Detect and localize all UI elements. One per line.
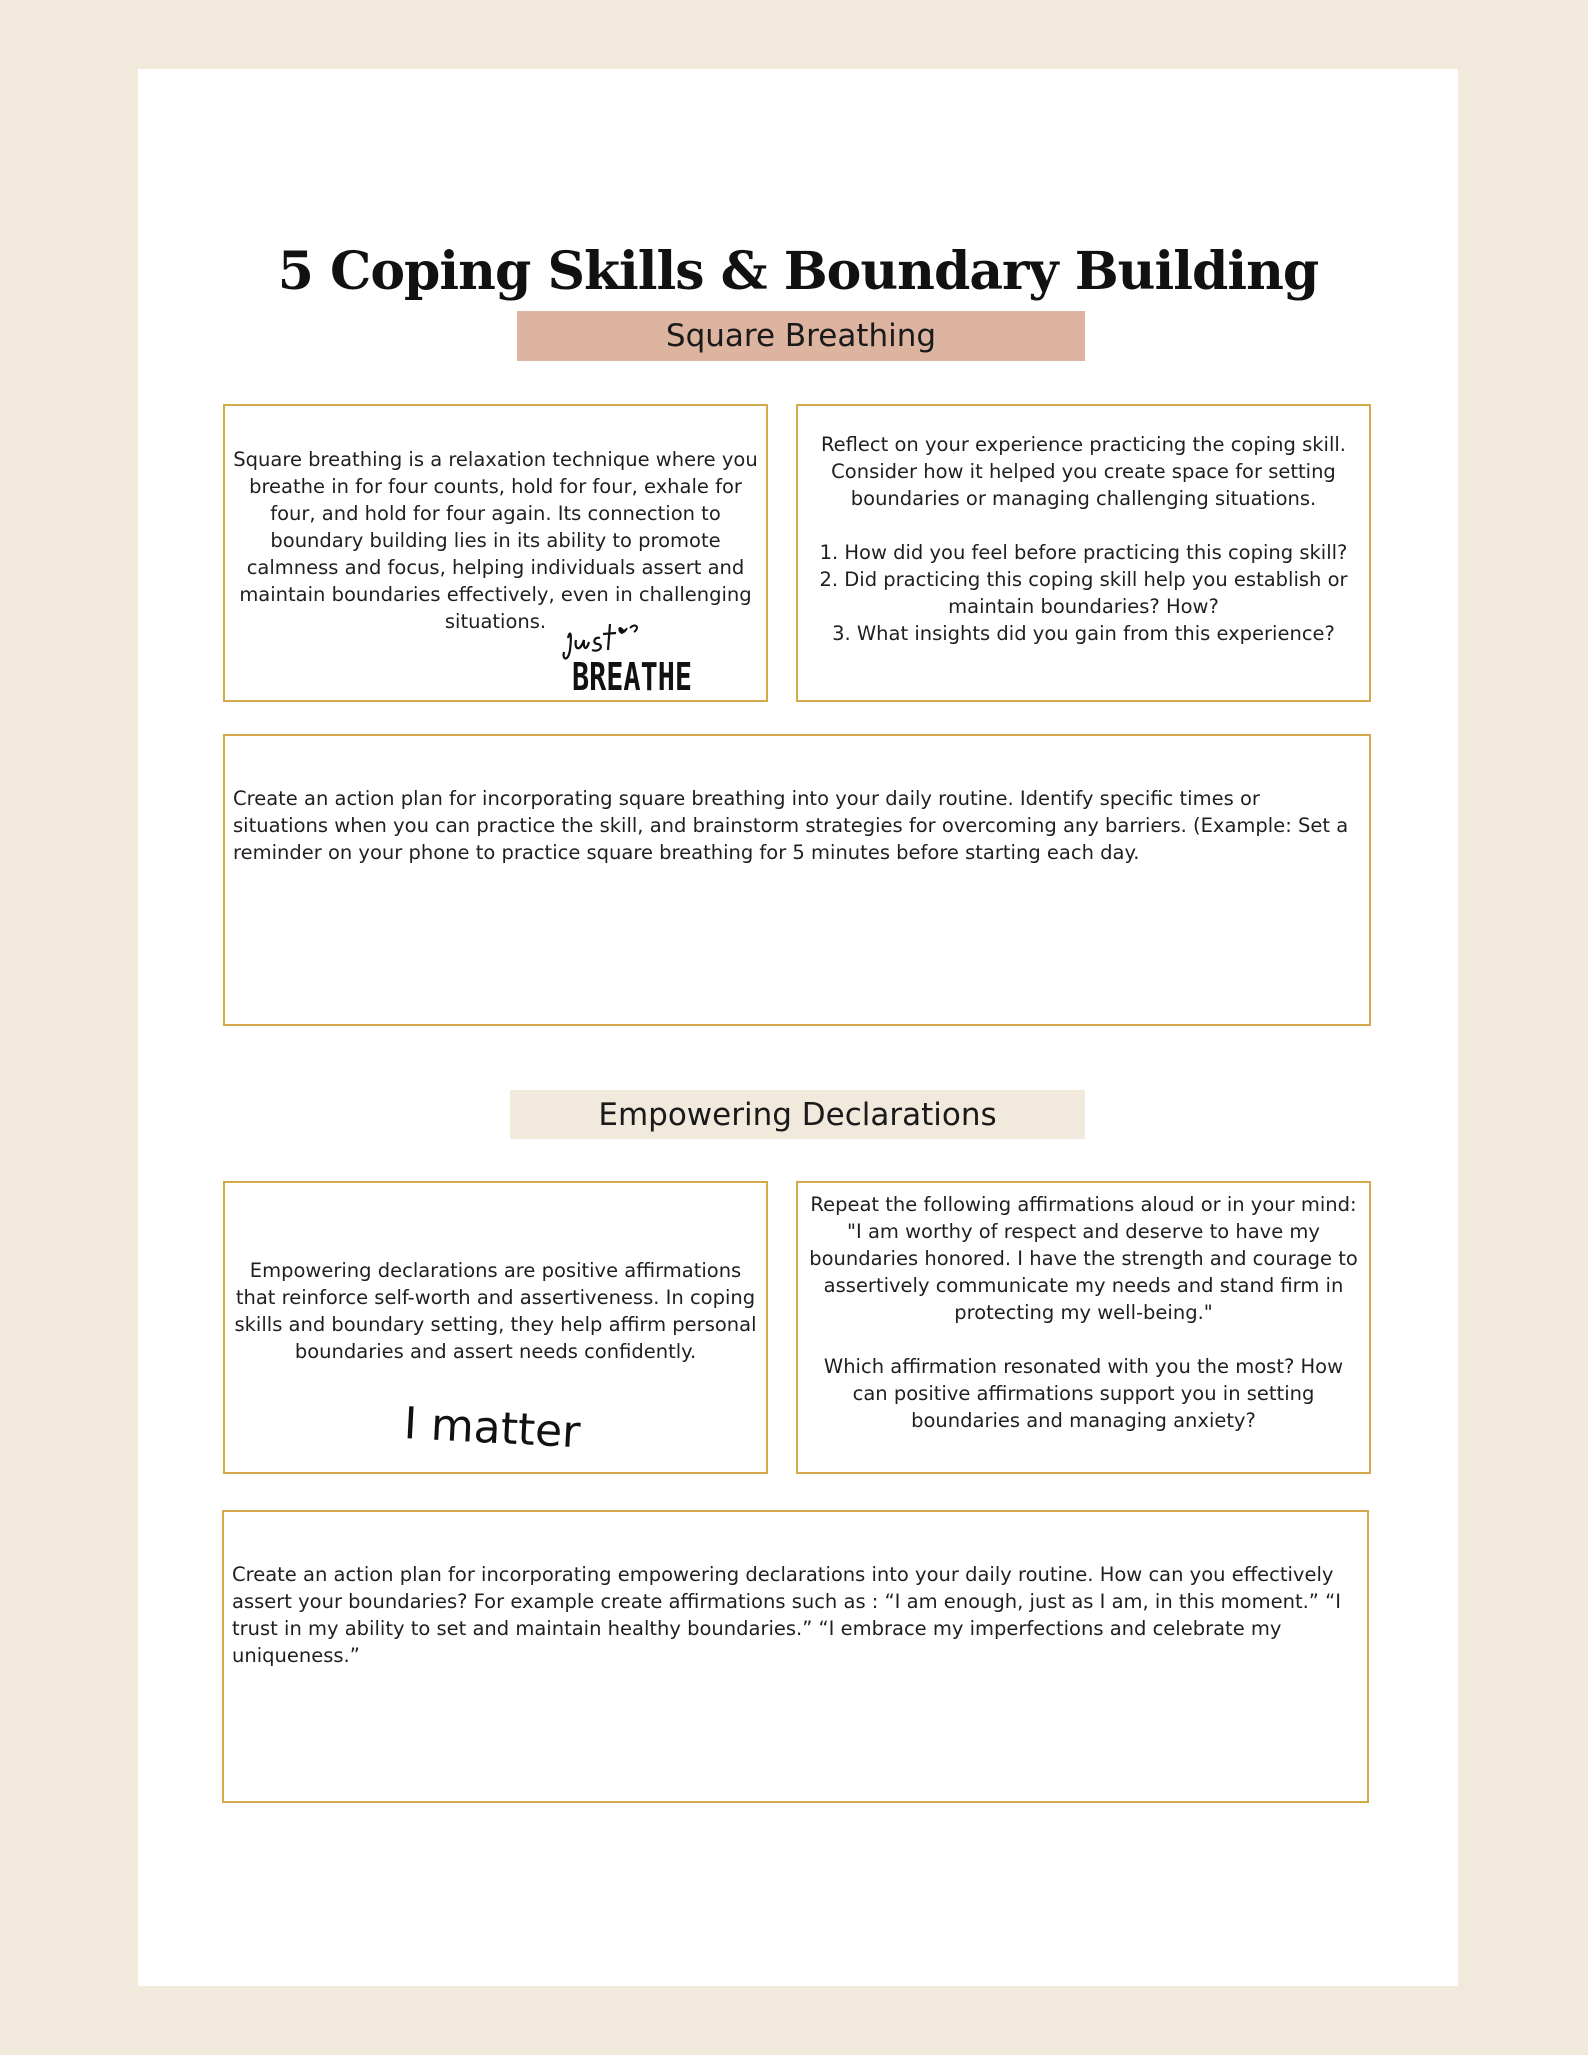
empowering-declarations-description: Empowering declarations are positive affirmations that reinforce self-worth and assertiveness. In coping skills and boundary setting, they help affirm personal boundaries and assert needs confidently. (234, 1259, 757, 1363)
reflection-question: 1. How did you feel before practicing this coping skill? (819, 541, 1348, 564)
square-breathing-reflection-box (796, 404, 1371, 702)
reflection-questions (806, 539, 1361, 647)
empowering-declarations-description-box (223, 1181, 768, 1474)
svg-text:BREATHE: BREATHE (572, 655, 692, 699)
affirmation-reflection-box (796, 1181, 1371, 1474)
reflection-question: 3. What insights did you gain from this experience? (832, 622, 1335, 645)
empowering-declarations-action-plan-box[interactable] (222, 1510, 1369, 1803)
worksheet-page (138, 69, 1458, 1986)
square-breathing-action-plan: Create an action plan for incorporating square breathing into your daily routine. Identify specific times or situations when you can practice the skill, and brainstorm strategies for overcoming any barriers. (Example: Set a reminder on your phone to practice square breathing for 5 minutes before starting each day. (233, 787, 1349, 864)
affirmation-intro: Repeat the following affirmations aloud or in your mind: (810, 1193, 1357, 1216)
square-breathing-description-box (223, 404, 768, 702)
affirmation-text: "I am worthy of respect and deserve to have my boundaries honored. I have the strength and courage to assertively communicate my needs and stand firm in protecting my well-being." (809, 1220, 1358, 1324)
i-matter-image (398, 1393, 598, 1461)
empowering-declarations-action-plan: Create an action plan for incorporating empowering declarations into your daily routine. How can you effectively assert your boundaries? For example create affirmations such as : “I am enough, just as I am, in this moment.” “I trust in my ability to set and maintain healthy boundaries.” “I embrace my imperfections and celebrate my uniqueness.” (232, 1563, 1341, 1667)
svg-text:I matter: I matter (402, 1398, 582, 1459)
reflection-intro: Reflect on your experience practicing the coping skill. Consider how it helped you create space for setting boundaries or managing challenging situations. (820, 433, 1346, 510)
affirmation-reflection-questions: Which affirmation resonated with you the most? How can positive affirmations support you in setting boundaries and managing anxiety? (823, 1355, 1344, 1432)
just-breathe-image (558, 620, 698, 699)
section-heading-empowering-declarations: Empowering Declarations (510, 1090, 1085, 1139)
square-breathing-description: Square breathing is a relaxation technique where you breathe in for four counts, hold for four, exhale for four, and hold for four again. Its connection to boundary building lies in its ability to promote calmness and focus, helping individuals assert and maintain boundaries effectively, even in challenging situations. (233, 448, 758, 633)
page-title: 5 Coping Skills & Boundary Building (277, 241, 1319, 302)
square-breathing-action-plan-box[interactable] (223, 734, 1371, 1026)
reflection-question: 2. Did practicing this coping skill help you establish or maintain boundaries? How? (819, 568, 1348, 618)
section-heading-square-breathing: Square Breathing (517, 311, 1085, 361)
